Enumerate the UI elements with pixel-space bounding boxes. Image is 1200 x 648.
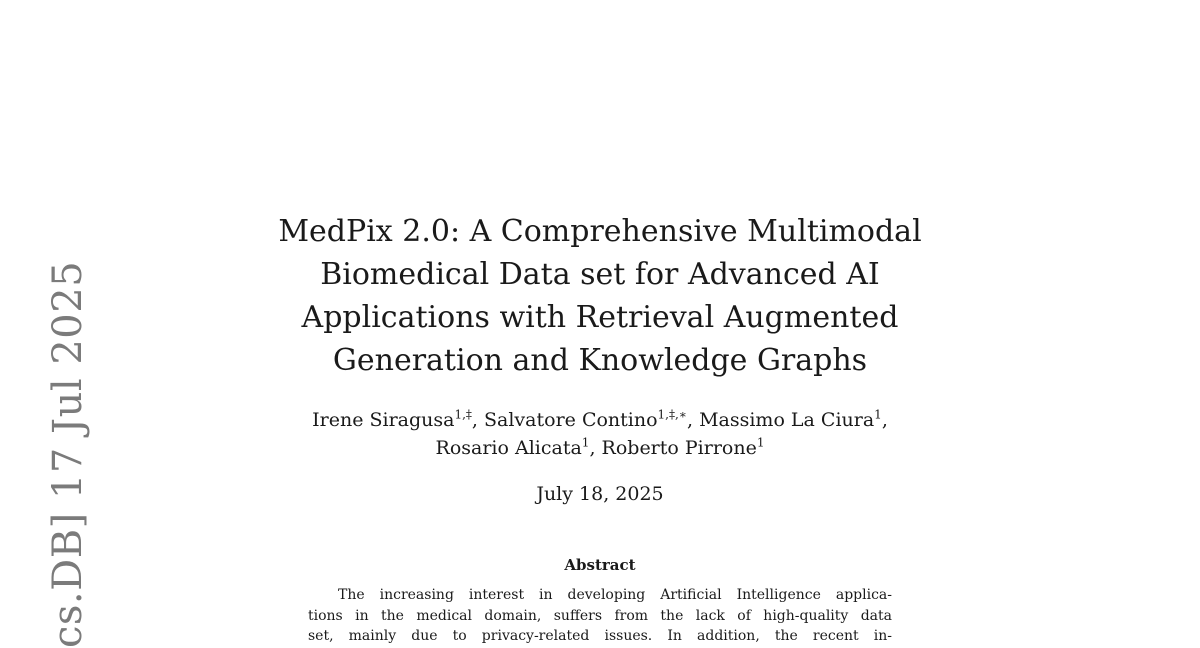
publication-date: July 18, 2025 (536, 483, 664, 505)
arxiv-identifier-stamp: cs.DB] 17 Jul 2025 (45, 260, 91, 648)
author-name: Irene Siragusa (312, 409, 455, 431)
author-affiliation-mark: 1 (874, 407, 882, 422)
author-name: Rosario Alicata (435, 437, 582, 459)
abstract-body (308, 585, 892, 647)
author-affiliation-mark: 1 (581, 435, 590, 450)
title-line: Biomedical Data set for Advanced AI (320, 257, 880, 292)
author-list (260, 406, 940, 462)
abstract-heading: Abstract (564, 556, 636, 574)
abstract-line: The increasing interest in developing Artificial Intelligence applica- (338, 587, 892, 603)
author-affiliation-mark: 1,‡ (454, 407, 472, 422)
author-separator: , (471, 409, 485, 431)
abstract-line: set, mainly due to privacy-related issues. In addition, the recent in- (308, 628, 892, 644)
author-affiliation-mark: 1 (756, 435, 765, 450)
author-affiliation-mark: 1,‡,∗ (657, 407, 687, 422)
author-separator: , (686, 409, 700, 431)
author-name: Roberto Pirrone (601, 437, 757, 459)
title-line: MedPix 2.0: A Comprehensive Multimodal (278, 214, 922, 249)
title-line: Generation and Knowledge Graphs (332, 343, 868, 378)
author-separator: , (589, 437, 602, 459)
author-name: Salvatore Contino (484, 409, 658, 431)
paper-title (260, 210, 940, 382)
author-name: Massimo La Ciura (699, 409, 875, 431)
author-separator: , (881, 409, 888, 431)
abstract-line: tions in the medical domain, suffers from the lack of high-quality data (308, 607, 892, 624)
title-line: Applications with Retrieval Augmented (301, 300, 899, 335)
